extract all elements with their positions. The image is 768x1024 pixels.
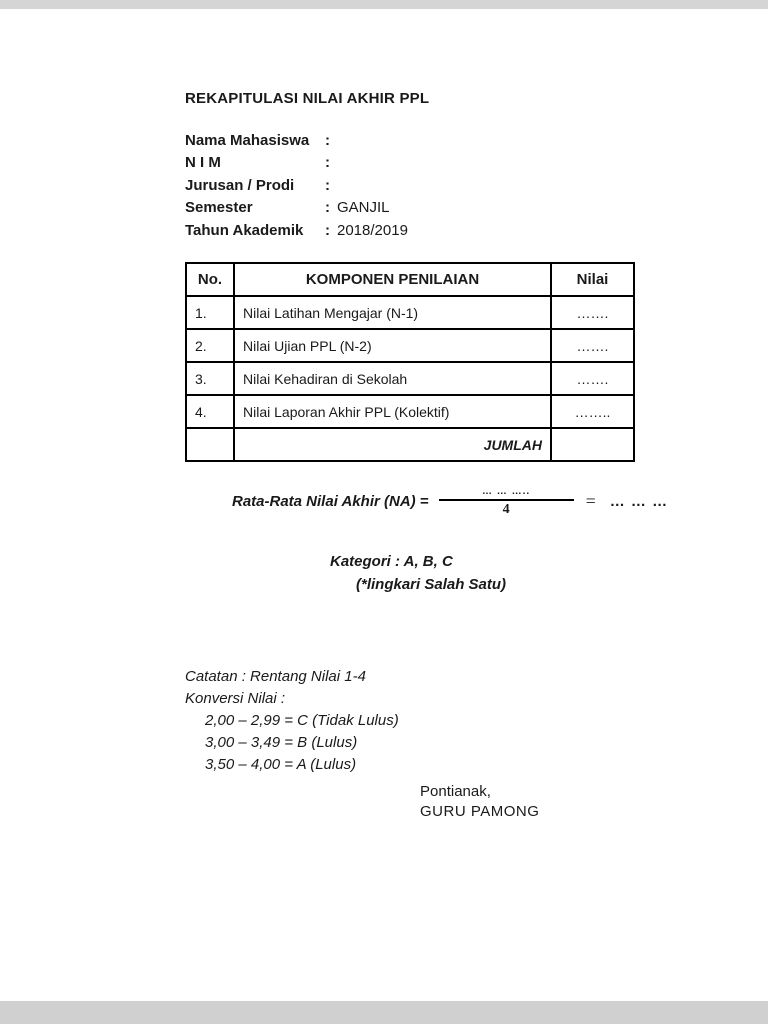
header-no: No. xyxy=(186,263,234,296)
form-colon: : xyxy=(325,199,330,217)
kategori-label: Kategori : A, B, C xyxy=(330,553,453,570)
student-info-form xyxy=(185,129,605,242)
average-equation xyxy=(232,486,668,517)
table-row xyxy=(186,329,634,362)
form-row-nim xyxy=(185,152,605,175)
table-row xyxy=(186,395,634,428)
row-komponen: Nilai Kehadiran di Sekolah xyxy=(234,362,551,395)
header-nilai: Nilai xyxy=(551,263,634,296)
row-komponen: Nilai Latihan Mengajar (N-1) xyxy=(234,296,551,329)
row-nilai: ……. xyxy=(551,296,634,329)
table-header-row xyxy=(186,263,634,296)
equals-sign: = xyxy=(585,491,596,511)
notes-item-b: 3,00 – 3,49 = B (Lulus) xyxy=(205,734,358,751)
row-nilai: ……. xyxy=(551,329,634,362)
notes-konversi-label: Konversi Nilai : xyxy=(185,690,286,707)
form-row-jurusan xyxy=(185,174,605,197)
form-value-tahun: 2018/2019 xyxy=(337,221,408,239)
kategori-block xyxy=(330,553,506,593)
kategori-instruction: (*lingkari Salah Satu) xyxy=(356,576,507,593)
notes-item-c: 2,00 – 2,99 = C (Tidak Lulus) xyxy=(205,712,399,729)
form-value-semester: GANJIL xyxy=(337,199,390,217)
signature-role: GURU PAMONG xyxy=(420,803,540,820)
footer-nilai xyxy=(551,428,634,461)
form-label-nama: Nama Mahasiswa xyxy=(185,131,310,149)
form-row-semester xyxy=(185,197,605,220)
notes-item-a: 3,50 – 4,00 = A (Lulus) xyxy=(205,756,357,773)
row-no: 4. xyxy=(186,395,234,428)
fraction-denominator: 4 xyxy=(502,502,510,517)
row-no: 2. xyxy=(186,329,234,362)
form-label-jurusan: Jurusan / Prodi xyxy=(185,176,295,194)
notes-catatan: Catatan : Rentang Nilai 1-4 xyxy=(185,668,366,685)
page-edge-top xyxy=(0,0,768,9)
score-table xyxy=(185,262,635,462)
form-label-semester: Semester xyxy=(185,199,253,217)
fraction-line xyxy=(439,499,574,501)
form-colon: : xyxy=(325,131,330,149)
table-footer-row xyxy=(186,428,634,461)
form-colon: : xyxy=(325,154,330,172)
fraction-numerator: … … ….. xyxy=(482,486,531,497)
table-row xyxy=(186,296,634,329)
notes-block xyxy=(185,666,399,776)
footer-jumlah-label: JUMLAH xyxy=(234,428,551,461)
page-title: REKAPITULASI NILAI AKHIR PPL xyxy=(185,90,430,107)
footer-no xyxy=(186,428,234,461)
row-komponen: Nilai Ujian PPL (N-2) xyxy=(234,329,551,362)
form-colon: : xyxy=(325,221,330,239)
average-result: … … … xyxy=(609,493,669,510)
form-label-nim: N I M xyxy=(185,154,221,172)
form-row-tahun xyxy=(185,219,605,242)
header-komponen: KOMPONEN PENILAIAN xyxy=(234,263,551,296)
row-no: 3. xyxy=(186,362,234,395)
signature-place: Pontianak, xyxy=(420,783,491,800)
form-label-tahun: Tahun Akademik xyxy=(185,221,304,239)
table-row xyxy=(186,362,634,395)
page-edge-bottom xyxy=(0,1001,768,1024)
average-fraction xyxy=(439,486,574,517)
row-nilai: …….. xyxy=(551,395,634,428)
average-label: Rata-Rata Nilai Akhir (NA) = xyxy=(232,493,429,510)
form-colon: : xyxy=(325,176,330,194)
signature-block xyxy=(420,782,539,821)
row-nilai: ……. xyxy=(551,362,634,395)
form-row-nama xyxy=(185,129,605,152)
row-no: 1. xyxy=(186,296,234,329)
row-komponen: Nilai Laporan Akhir PPL (Kolektif) xyxy=(234,395,551,428)
